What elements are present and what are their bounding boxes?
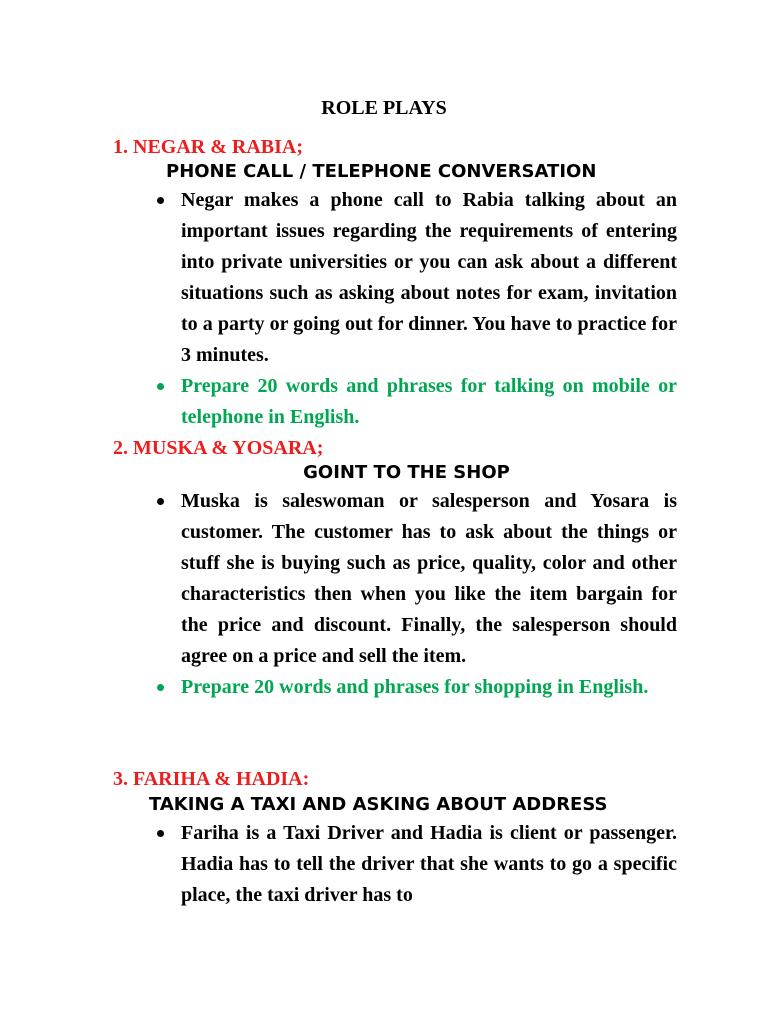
- bullet-text: Prepare 20 words and phrases for talking on mobile or telephone in English.: [181, 375, 677, 428]
- bullet-text: Fariha is a Taxi Driver and Hadia is client or passenger. Hadia has to tell the driver that she wants to go a specific place, the taxi driver has to: [181, 822, 677, 906]
- bullet-text: Prepare 20 words and phrases for shopping in English.: [181, 676, 649, 698]
- bullet-dot-icon: [157, 684, 164, 691]
- section-1-subheading: PHONE CALL / TELEPHONE CONVERSATION: [166, 161, 597, 182]
- section-1-heading: 1. NEGAR & RABIA;: [113, 136, 303, 158]
- section-2-heading: 2. MUSKA & YOSARA;: [113, 437, 324, 459]
- bullet-dot-icon: [157, 197, 164, 204]
- section-2-subheading: GOINT TO THE SHOP: [303, 462, 510, 483]
- section-3-subheading: TAKING A TAXI AND ASKING ABOUT ADDRESS: [149, 794, 608, 815]
- section-1-bullet-list: [181, 185, 677, 433]
- bullet-item-highlight: [181, 371, 677, 433]
- bullet-item: [181, 818, 677, 911]
- bullet-text: Negar makes a phone call to Rabia talking about an important issues regarding the requirements of entering into private universities or you can ask about a different situations such as asking about notes for exam, invitation to a party or going out for dinner. You have to practice for 3 minutes.: [181, 189, 677, 366]
- bullet-dot-icon: [157, 830, 164, 837]
- section-3-heading: 3. FARIHA & HADIA:: [113, 768, 310, 790]
- document-title: ROLE PLAYS: [321, 97, 447, 119]
- bullet-dot-icon: [157, 498, 164, 505]
- bullet-item: [181, 185, 677, 371]
- bullet-dot-icon: [157, 383, 164, 390]
- section-3-bullet-list: [181, 818, 677, 911]
- bullet-item: [181, 486, 677, 672]
- bullet-item-highlight: [181, 672, 677, 703]
- bullet-text: Muska is saleswoman or salesperson and Yosara is customer. The customer has to ask about the things or stuff she is buying such as price, quality, color and other characteristics then when you like the item bargain for the price and discount. Finally, the salesperson should agree on a price and sell the item.: [181, 490, 677, 667]
- section-2-bullet-list: [181, 486, 677, 703]
